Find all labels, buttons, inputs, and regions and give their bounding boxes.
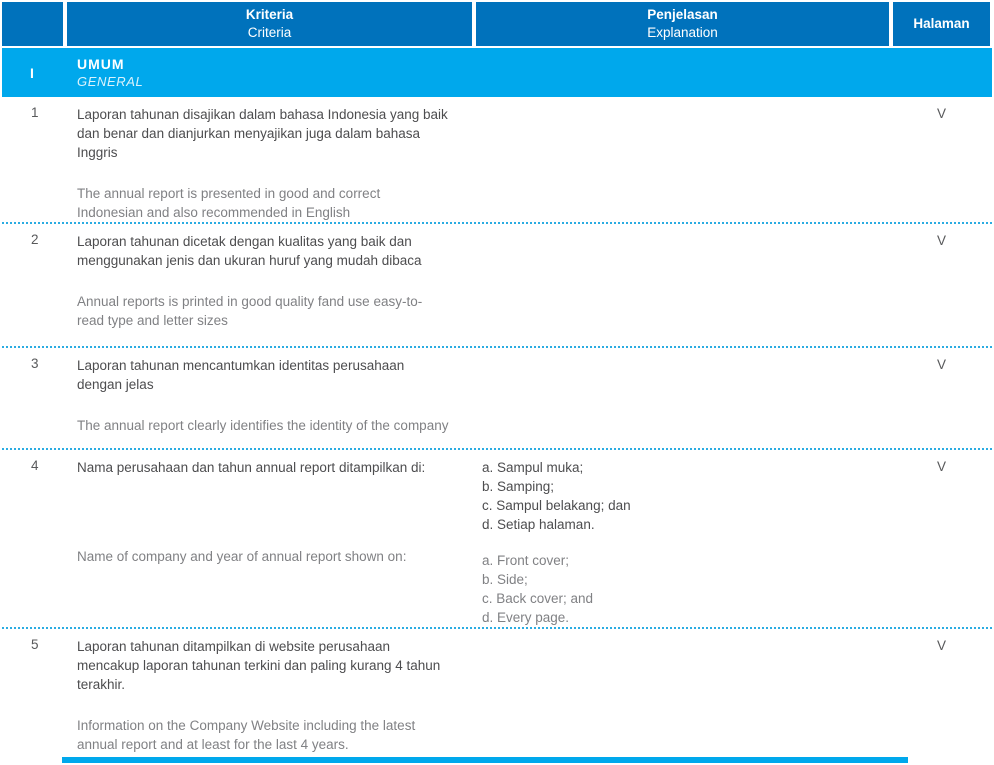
table-row	[2, 450, 992, 629]
kriteria-cell	[67, 232, 472, 346]
kriteria-text-en: Annual reports is printed in good quality fand use easy-to-read type and letter sizes	[77, 294, 423, 328]
halaman-check-mark: V	[936, 357, 946, 372]
kriteria-text-en: The annual report is presented in good and correct Indonesian and also recommended in English	[77, 186, 381, 220]
table-header-row	[2, 2, 992, 46]
section-header-row	[2, 48, 992, 97]
kriteria-text-en: Name of company and year of annual report shown on:	[77, 549, 407, 564]
table-row	[2, 224, 992, 348]
penjelasan-cell	[476, 637, 889, 760]
penjelasan-cell	[476, 356, 889, 448]
kriteria-cell	[67, 105, 472, 222]
penjelasan-item: c. Back cover; and	[482, 591, 594, 606]
kriteria-text-en: The annual report clearly identifies the identity of the company	[77, 418, 449, 433]
kriteria-text-id: Laporan tahunan disajikan dalam bahasa Indonesia yang baik dan benar dan dianjurkan menyajikan juga dalam bahasa Inggris	[77, 107, 448, 160]
header-no-cell	[2, 2, 63, 46]
kriteria-text-id: Laporan tahunan ditampilkan di website perusahaan mencakup laporan tahunan terkini dan paling kurang 4 tahun terakhir.	[77, 639, 441, 692]
penjelasan-item: d. Every page.	[482, 610, 570, 625]
penjelasan-item: b. Side;	[482, 572, 528, 587]
penjelasan-cell	[476, 458, 889, 627]
header-penjelasan-label-en: Explanation	[647, 25, 718, 40]
row-number: 1	[31, 105, 39, 120]
section-title-id: UMUM	[77, 55, 125, 72]
halaman-check-mark: V	[936, 638, 946, 653]
halaman-check-mark: V	[936, 106, 946, 121]
header-halaman-label: Halaman	[913, 16, 970, 31]
penjelasan-cell	[476, 232, 889, 346]
halaman-check-mark: V	[936, 233, 946, 248]
section-number: I	[30, 64, 34, 81]
kriteria-text-id: Laporan tahunan mencantumkan identitas perusahaan dengan jelas	[77, 358, 405, 392]
penjelasan-cell	[476, 105, 889, 222]
kriteria-text-id: Nama perusahaan dan tahun annual report ditampilkan di:	[77, 460, 426, 475]
kriteria-cell	[67, 356, 472, 448]
penjelasan-list-en	[482, 551, 889, 627]
header-kriteria-cell	[67, 2, 472, 46]
row-number: 4	[31, 458, 39, 473]
halaman-check-mark: V	[936, 459, 946, 474]
header-halaman-cell	[893, 2, 990, 46]
penjelasan-item: d. Setiap halaman.	[482, 517, 595, 532]
kriteria-text-en: Information on the Company Website including the latest annual report and at least for the last 4 years.	[77, 718, 416, 752]
table-row	[2, 97, 992, 224]
table-row	[2, 348, 992, 450]
section-title	[67, 56, 472, 90]
header-kriteria-label-en: Criteria	[247, 25, 292, 40]
row-number: 2	[31, 232, 39, 247]
kriteria-cell	[67, 637, 472, 760]
penjelasan-item: a. Front cover;	[482, 553, 570, 568]
penjelasan-list-id	[482, 458, 889, 534]
penjelasan-item: c. Sampul belakang; dan	[482, 498, 631, 513]
penjelasan-item: a. Sampul muka;	[482, 460, 584, 475]
penjelasan-item: b. Samping;	[482, 479, 555, 494]
halaman-cell	[893, 458, 990, 627]
header-kriteria-label-id: Kriteria	[245, 7, 294, 22]
halaman-cell	[893, 637, 990, 760]
table-body	[2, 97, 992, 760]
halaman-cell	[893, 105, 990, 222]
header-penjelasan-cell	[476, 2, 889, 46]
section-title-en: GENERAL	[77, 73, 144, 89]
halaman-cell	[893, 232, 990, 346]
table-row	[2, 629, 992, 760]
bottom-accent-bar	[62, 757, 908, 763]
halaman-cell	[893, 356, 990, 448]
row-number: 3	[31, 356, 39, 371]
kriteria-cell	[67, 458, 472, 627]
row-number: 5	[31, 637, 39, 652]
header-penjelasan-label-id: Penjelasan	[647, 7, 718, 22]
kriteria-text-id: Laporan tahunan dicetak dengan kualitas yang baik dan menggunakan jenis dan ukuran huruf yang mudah dibaca	[77, 234, 422, 268]
